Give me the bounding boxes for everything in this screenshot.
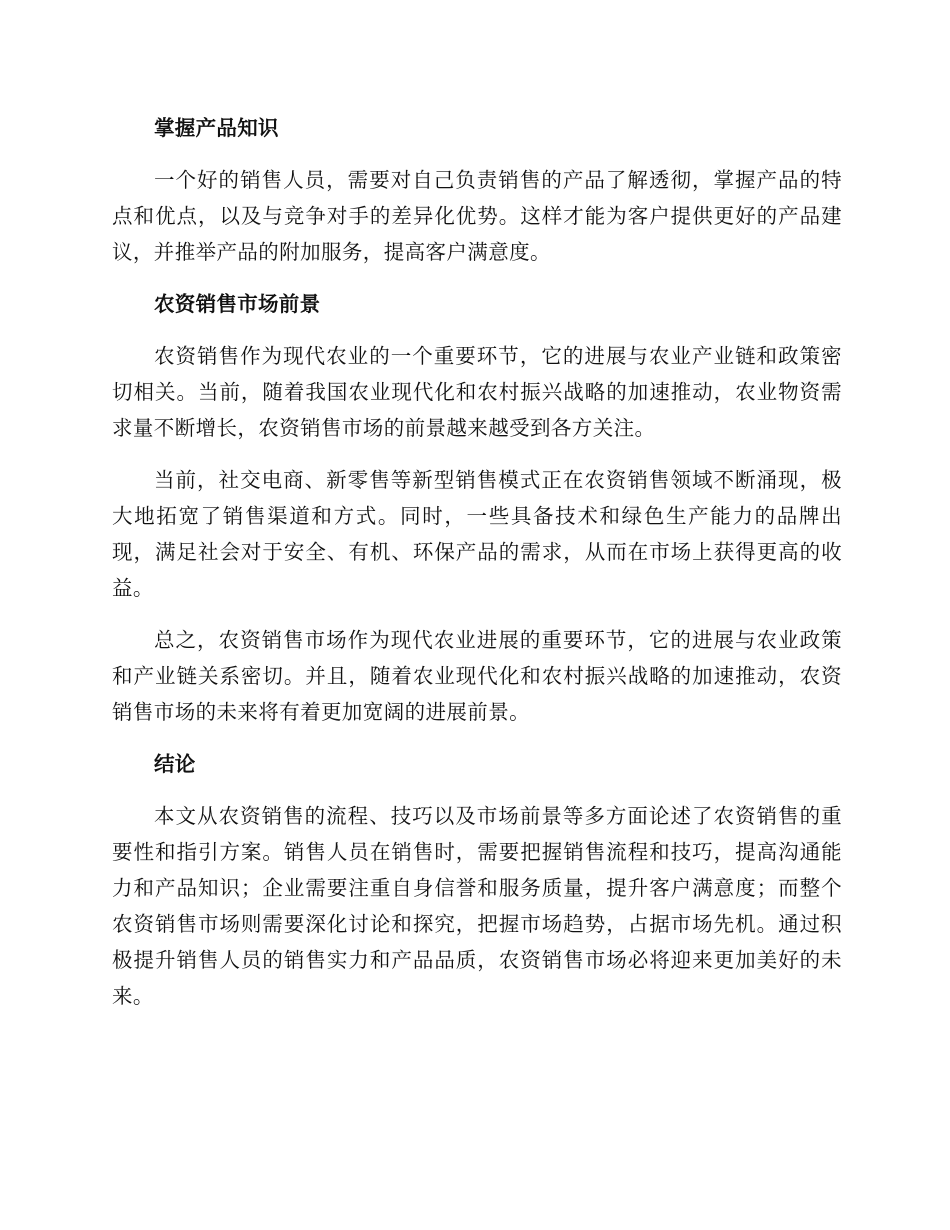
- section-heading: 农资销售市场前景: [154, 292, 321, 316]
- paragraph: 总之，农资销售市场作为现代农业进展的重要环节，它的进展与农业政策和产业链关系密切。并且，随着农业现代化和农村振兴战略的加速推动，农资销售市场的未来将有着更加宽阔的进展前景。: [112, 628, 842, 724]
- paragraph: 本文从农资销售的流程、技巧以及市场前景等多方面论述了农资销售的重要性和指引方案。销售人员在销售时，需要把握销售流程和技巧，提高沟通能力和产品知识；企业需要注重自身信誉和服务质量，提升客户满意度；而整个农资销售市场则需要深化讨论和探究，把握市场趋势，占据市场先机。通过积极提升销售人员的销售实力和产品品质，农资销售市场必将迎来更加美好的未来。: [112, 804, 842, 1008]
- section-heading: 掌握产品知识: [154, 116, 279, 140]
- document-page: [112, 112, 842, 1014]
- paragraph: 一个好的销售人员，需要对自己负责销售的产品了解透彻，掌握产品的特点和优点，以及与竞争对手的差异化优势。这样才能为客户提供更好的产品建议，并推举产品的附加服务，提高客户满意度。: [112, 168, 842, 264]
- paragraph: 农资销售作为现代农业的一个重要环节，它的进展与农业产业链和政策密切相关。当前，随着我国农业现代化和农村振兴战略的加速推动，农业物资需求量不断增长，农资销售市场的前景越来越受到各方关注。: [112, 344, 842, 440]
- section-heading: 结论: [154, 752, 196, 776]
- paragraph: 当前，社交电商、新零售等新型销售模式正在农资销售领域不断涌现，极大地拓宽了销售渠道和方式。同时，一些具备技术和绿色生产能力的品牌出现，满足社会对于安全、有机、环保产品的需求，从而在市场上获得更高的收益。: [112, 468, 842, 600]
